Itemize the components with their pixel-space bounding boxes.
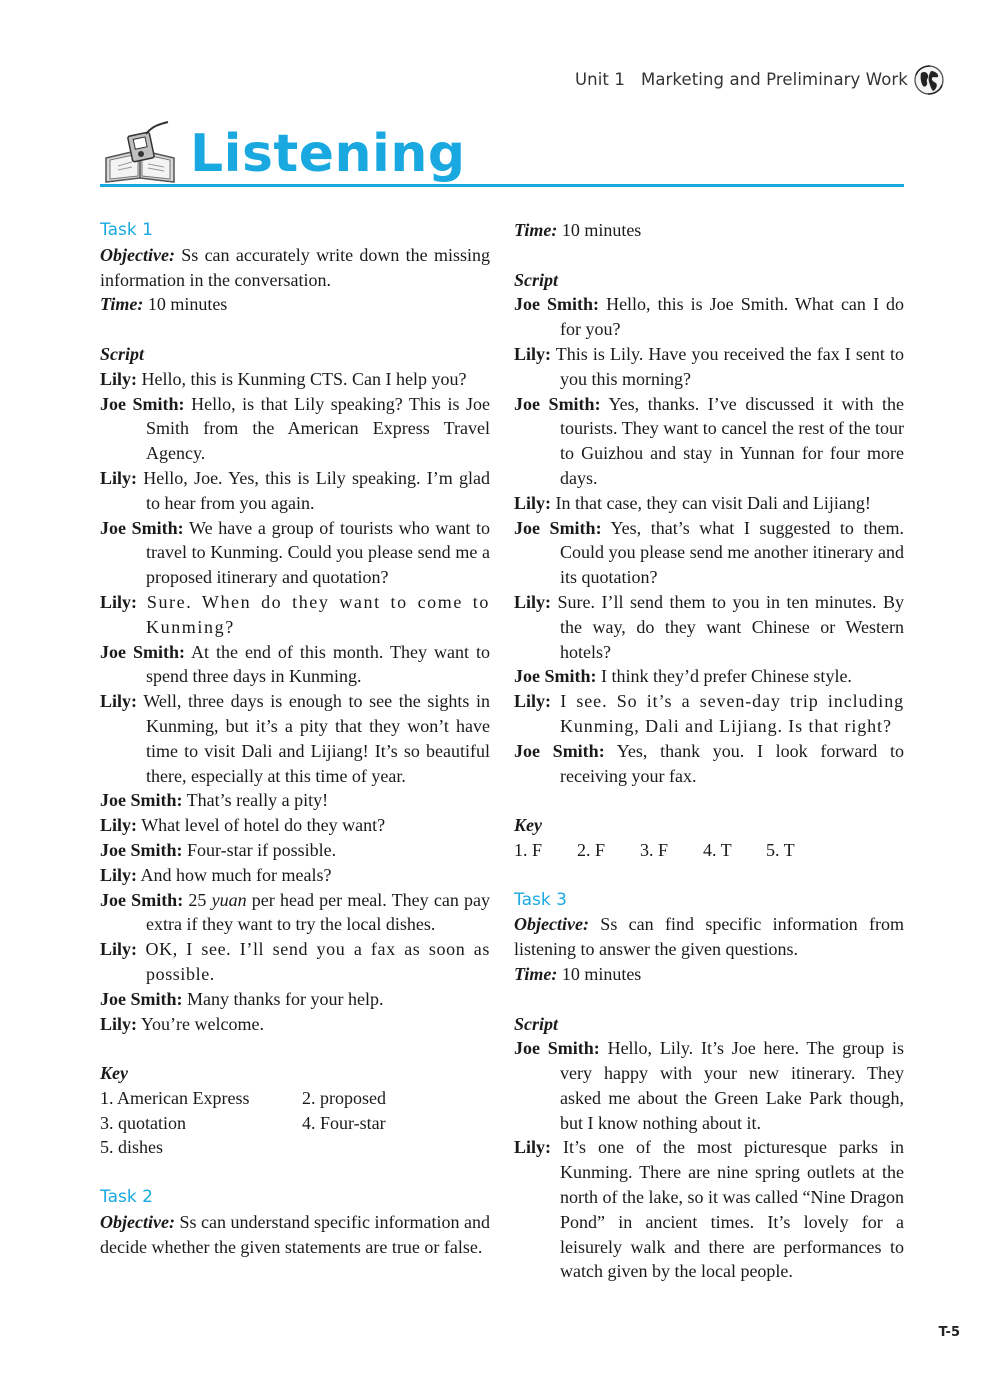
speaker: Lily: (100, 691, 138, 712)
task2-heading: Task 2 (100, 1187, 153, 1208)
objective-text: Ss can find specific information from listening to answer the given questions. (514, 914, 904, 960)
dialogue-line (100, 640, 490, 690)
utterance: 25 (183, 889, 212, 910)
task2-script-label: Script (514, 269, 559, 290)
task1-key (100, 1086, 490, 1160)
speaker: Lily: (514, 691, 552, 712)
speaker: Lily: (100, 467, 138, 488)
dialogue-line (100, 813, 490, 838)
key-answer: 5. T (766, 839, 795, 860)
task2-key (514, 838, 904, 863)
task3-time (514, 962, 904, 987)
speaker: Joe Smith: (514, 666, 597, 687)
utterance: You’re welcome. (137, 1013, 264, 1034)
time-text: 10 minutes (143, 294, 228, 315)
utterance: Hello, is that Lily speaking? This is Joe Smith from the American Express Travel Agency. (146, 393, 491, 464)
task1-time (100, 292, 490, 317)
utterance: OK, I see. I’ll send you a fax as soon as possible. (137, 939, 490, 984)
speaker: Joe Smith: (100, 889, 184, 910)
speaker: Joe Smith: (100, 839, 183, 860)
utterance: Yes, thanks. I’ve discussed it with the tourists. They want to cancel the rest of the tour to Guizhou and stay in Yunnan for four more days. (560, 393, 904, 488)
speaker: Joe Smith: (100, 641, 185, 662)
unit-title: Marketing and Preliminary Work (640, 70, 908, 89)
time-text: 10 minutes (557, 220, 642, 240)
utterance: I see. So it’s a seven-day trip including Kunming, Dali and Lijiang. Is that right? (551, 691, 904, 736)
dialogue-line (100, 590, 490, 640)
dialogue-line (514, 516, 904, 590)
dialogue-line (100, 466, 490, 516)
task1-heading: Task 1 (100, 220, 153, 240)
speaker: Lily: (100, 591, 138, 612)
dialogue-line (514, 342, 904, 392)
utterance: What level of hotel do they want? (137, 815, 386, 836)
speaker: Lily: (514, 492, 552, 513)
task1-script-label: Script (100, 343, 145, 364)
speaker: Joe Smith: (100, 790, 183, 811)
utterance: per head per meal. They can pay extra if they want to try the local dishes. (146, 889, 491, 935)
task1-objective (100, 243, 490, 293)
speaker: Lily: (514, 591, 552, 612)
key-answer: 4. T (703, 839, 732, 860)
time-label: Time: (514, 220, 558, 240)
left-column (100, 218, 490, 1259)
dialogue-line (100, 937, 490, 987)
time-label: Time: (514, 963, 558, 984)
dialogue-line (100, 689, 490, 788)
utterance: Hello, this is Kunming CTS. Can I help you? (137, 368, 467, 389)
task1-key-label: Key (100, 1063, 128, 1084)
page-number: T-5 (938, 1325, 960, 1340)
utterance: It’s one of the most picturesque parks in Kunming. There are nine spring outlets at the north of the lake, so it was called “Nine Dragon Pond” in ancient times. It’s lovely for a leisurely walk and there are performances to watch given by the local people. (551, 1137, 904, 1282)
speaker: Joe Smith: (100, 988, 183, 1009)
utterance: Four-star if possible. (182, 839, 337, 860)
task3-script-label: Script (514, 1013, 559, 1034)
objective-label: Objective: (100, 1211, 175, 1232)
dialogue-line (514, 1135, 904, 1284)
speaker: Lily: (100, 1013, 138, 1034)
task2-key-label: Key (514, 815, 542, 836)
task2-time (514, 218, 904, 243)
utterance-italic: yuan (211, 889, 247, 910)
dialogue-line (514, 392, 904, 491)
key-answer: 4. Four-star (302, 1112, 386, 1133)
globe-icon (912, 63, 946, 97)
section-title: Listening (190, 124, 466, 184)
dialogue-line (514, 664, 904, 689)
speaker: Lily: (100, 815, 138, 836)
dialogue-line (514, 689, 904, 739)
dialogue-line (514, 739, 904, 789)
utterance: At the end of this month. They want to spend three days in Kunming. (146, 641, 490, 687)
utterance: Yes, thank you. I look forward to receiving your fax. (560, 740, 904, 786)
utterance: We have a group of tourists who want to travel to Kunming. Could you please send me a proposed itinerary and quotation? (146, 517, 490, 588)
speaker: Joe Smith: (514, 393, 601, 414)
utterance: And how much for meals? (137, 864, 332, 885)
running-header (575, 70, 908, 89)
speaker: Joe Smith: (514, 740, 605, 761)
utterance: Hello, Lily. It’s Joe here. The group is very happy with your new itinerary. They asked me about the Green Lake Park though, but I know nothing about it. (560, 1038, 904, 1133)
dialogue-line (514, 491, 904, 516)
objective-text: Ss can accurately write down the missing information in the conversation. (100, 244, 490, 290)
utterance: Many thanks for your help. (182, 988, 384, 1009)
speaker: Lily: (100, 368, 138, 389)
time-label: Time: (100, 294, 144, 315)
speaker: Joe Smith: (100, 393, 185, 414)
utterance: Sure. I’ll send them to you in ten minutes. By the way, do they want Chinese or Western hotels? (551, 591, 904, 662)
title-divider (100, 184, 904, 187)
speaker: Lily: (100, 864, 138, 885)
dialogue-line (100, 888, 490, 938)
task3-heading: Task 3 (514, 889, 567, 910)
utterance: In that case, they can visit Dali and Lijiang! (551, 492, 871, 513)
dialogue-line (100, 838, 490, 863)
key-answer: 2. proposed (302, 1087, 386, 1108)
key-answer: 2. F (577, 839, 606, 860)
key-answer: 1. F (514, 839, 543, 860)
key-answer: 3. F (640, 839, 669, 860)
utterance: Yes, that’s what I suggested to them. Could you please send me another itinerary and its quotation? (560, 517, 904, 588)
dialogue-line (100, 863, 490, 888)
task2-objective (100, 1210, 490, 1260)
speaker: Lily: (100, 939, 138, 960)
unit-label: Unit 1 (575, 70, 625, 89)
speaker: Lily: (514, 343, 552, 364)
key-answer: 5. dishes (100, 1137, 163, 1158)
listening-icon (100, 120, 180, 186)
dialogue-line (100, 367, 490, 392)
speaker: Joe Smith: (514, 517, 602, 538)
dialogue-line (100, 987, 490, 1012)
utterance: Sure. When do they want to come to Kunming? (137, 591, 490, 637)
speaker: Joe Smith: (514, 1038, 600, 1059)
speaker: Joe Smith: (100, 517, 184, 538)
objective-label: Objective: (514, 914, 589, 935)
objective-text: Ss can understand specific information and decide whether the given statements are true or false. (100, 1211, 490, 1257)
speaker: Lily: (514, 1137, 552, 1158)
speaker: Joe Smith: (514, 294, 600, 315)
dialogue-line (514, 590, 904, 664)
utterance: This is Lily. Have you received the fax I sent to you this morning? (551, 343, 904, 389)
utterance: Hello, Joe. Yes, this is Lily speaking. I’m glad to hear from you again. (137, 467, 490, 513)
task3-objective (514, 912, 904, 962)
right-column (514, 218, 904, 1284)
dialogue-line (100, 392, 490, 466)
utterance: Hello, this is Joe Smith. What can I do for you? (560, 294, 904, 340)
key-answer: 1. American Express (100, 1087, 250, 1108)
dialogue-line (100, 1012, 490, 1037)
objective-label: Objective: (100, 244, 175, 265)
key-answer: 3. quotation (100, 1112, 186, 1133)
time-text: 10 minutes (557, 963, 642, 984)
dialogue-line (514, 1036, 904, 1135)
utterance: Well, three days is enough to see the sights in Kunming, but it’s a pity that they won’t have time to visit Dali and Lijiang! It’s so beautiful there, especially at this time of year. (137, 691, 490, 786)
utterance: That’s really a pity! (182, 790, 329, 811)
dialogue-line (100, 516, 490, 590)
dialogue-line (100, 788, 490, 813)
dialogue-line (514, 292, 904, 342)
utterance: I think they’d prefer Chinese style. (596, 666, 852, 687)
